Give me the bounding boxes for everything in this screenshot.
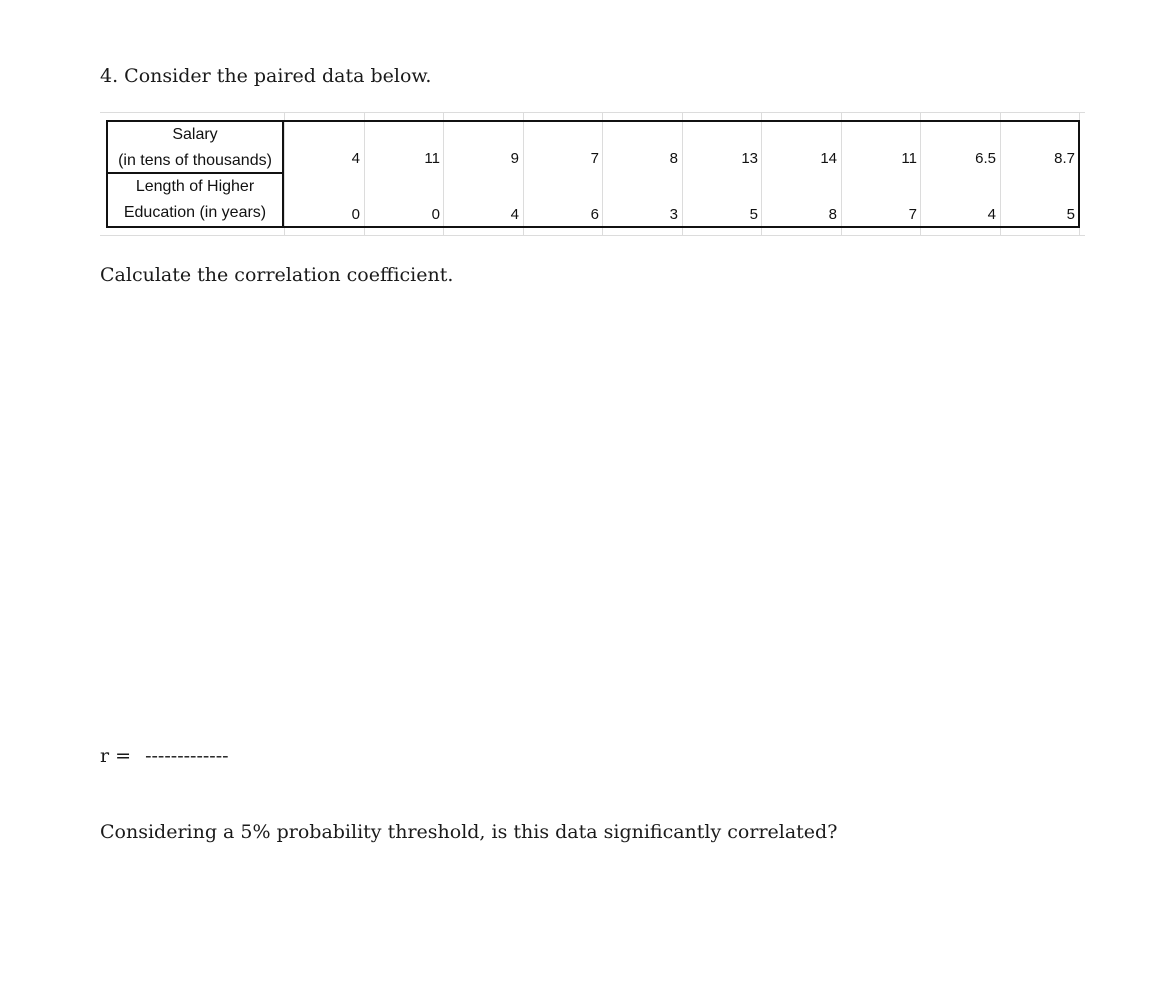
- salary-value: 6.5: [975, 150, 996, 167]
- education-value: 3: [669, 206, 678, 223]
- salary-value: 14: [820, 150, 837, 167]
- salary-value: 8: [669, 150, 678, 167]
- education-value: 4: [987, 206, 996, 223]
- salary-value: 11: [901, 150, 917, 167]
- answer-label: r =: [100, 745, 132, 767]
- salary-label-line2: (in tens of thousands): [118, 152, 272, 169]
- education-value: 7: [908, 206, 917, 223]
- education-value: 0: [431, 206, 440, 223]
- education-value: 5: [1066, 206, 1075, 223]
- education-value: 0: [351, 206, 360, 223]
- paired-data-table: [100, 112, 1085, 236]
- question-prompt: Calculate the correlation coefficient.: [100, 264, 454, 286]
- answer-line: [100, 745, 229, 767]
- salary-value: 4: [351, 150, 360, 167]
- salary-value: 13: [741, 150, 758, 167]
- education-label-line1: Length of Higher: [135, 178, 255, 195]
- gridline: [100, 112, 1085, 113]
- gridline: [100, 235, 1085, 236]
- education-label-line2: Education (in years): [123, 204, 267, 221]
- salary-value: 9: [510, 150, 519, 167]
- salary-row-label: [106, 120, 284, 174]
- significance-question: Considering a 5% probability threshold, is this data significantly correlated?: [100, 821, 838, 843]
- education-value: 6: [590, 206, 599, 223]
- salary-value: 7: [590, 150, 599, 167]
- education-value: 4: [510, 206, 519, 223]
- education-value: 5: [749, 206, 758, 223]
- salary-value: 11: [424, 150, 440, 167]
- answer-blank[interactable]: -------------: [145, 745, 229, 767]
- salary-value: 8.7: [1054, 150, 1075, 167]
- education-value: 8: [828, 206, 837, 223]
- education-row-label: [106, 174, 284, 228]
- question-heading: 4. Consider the paired data below.: [100, 65, 432, 87]
- salary-label-line1: Salary: [172, 126, 218, 143]
